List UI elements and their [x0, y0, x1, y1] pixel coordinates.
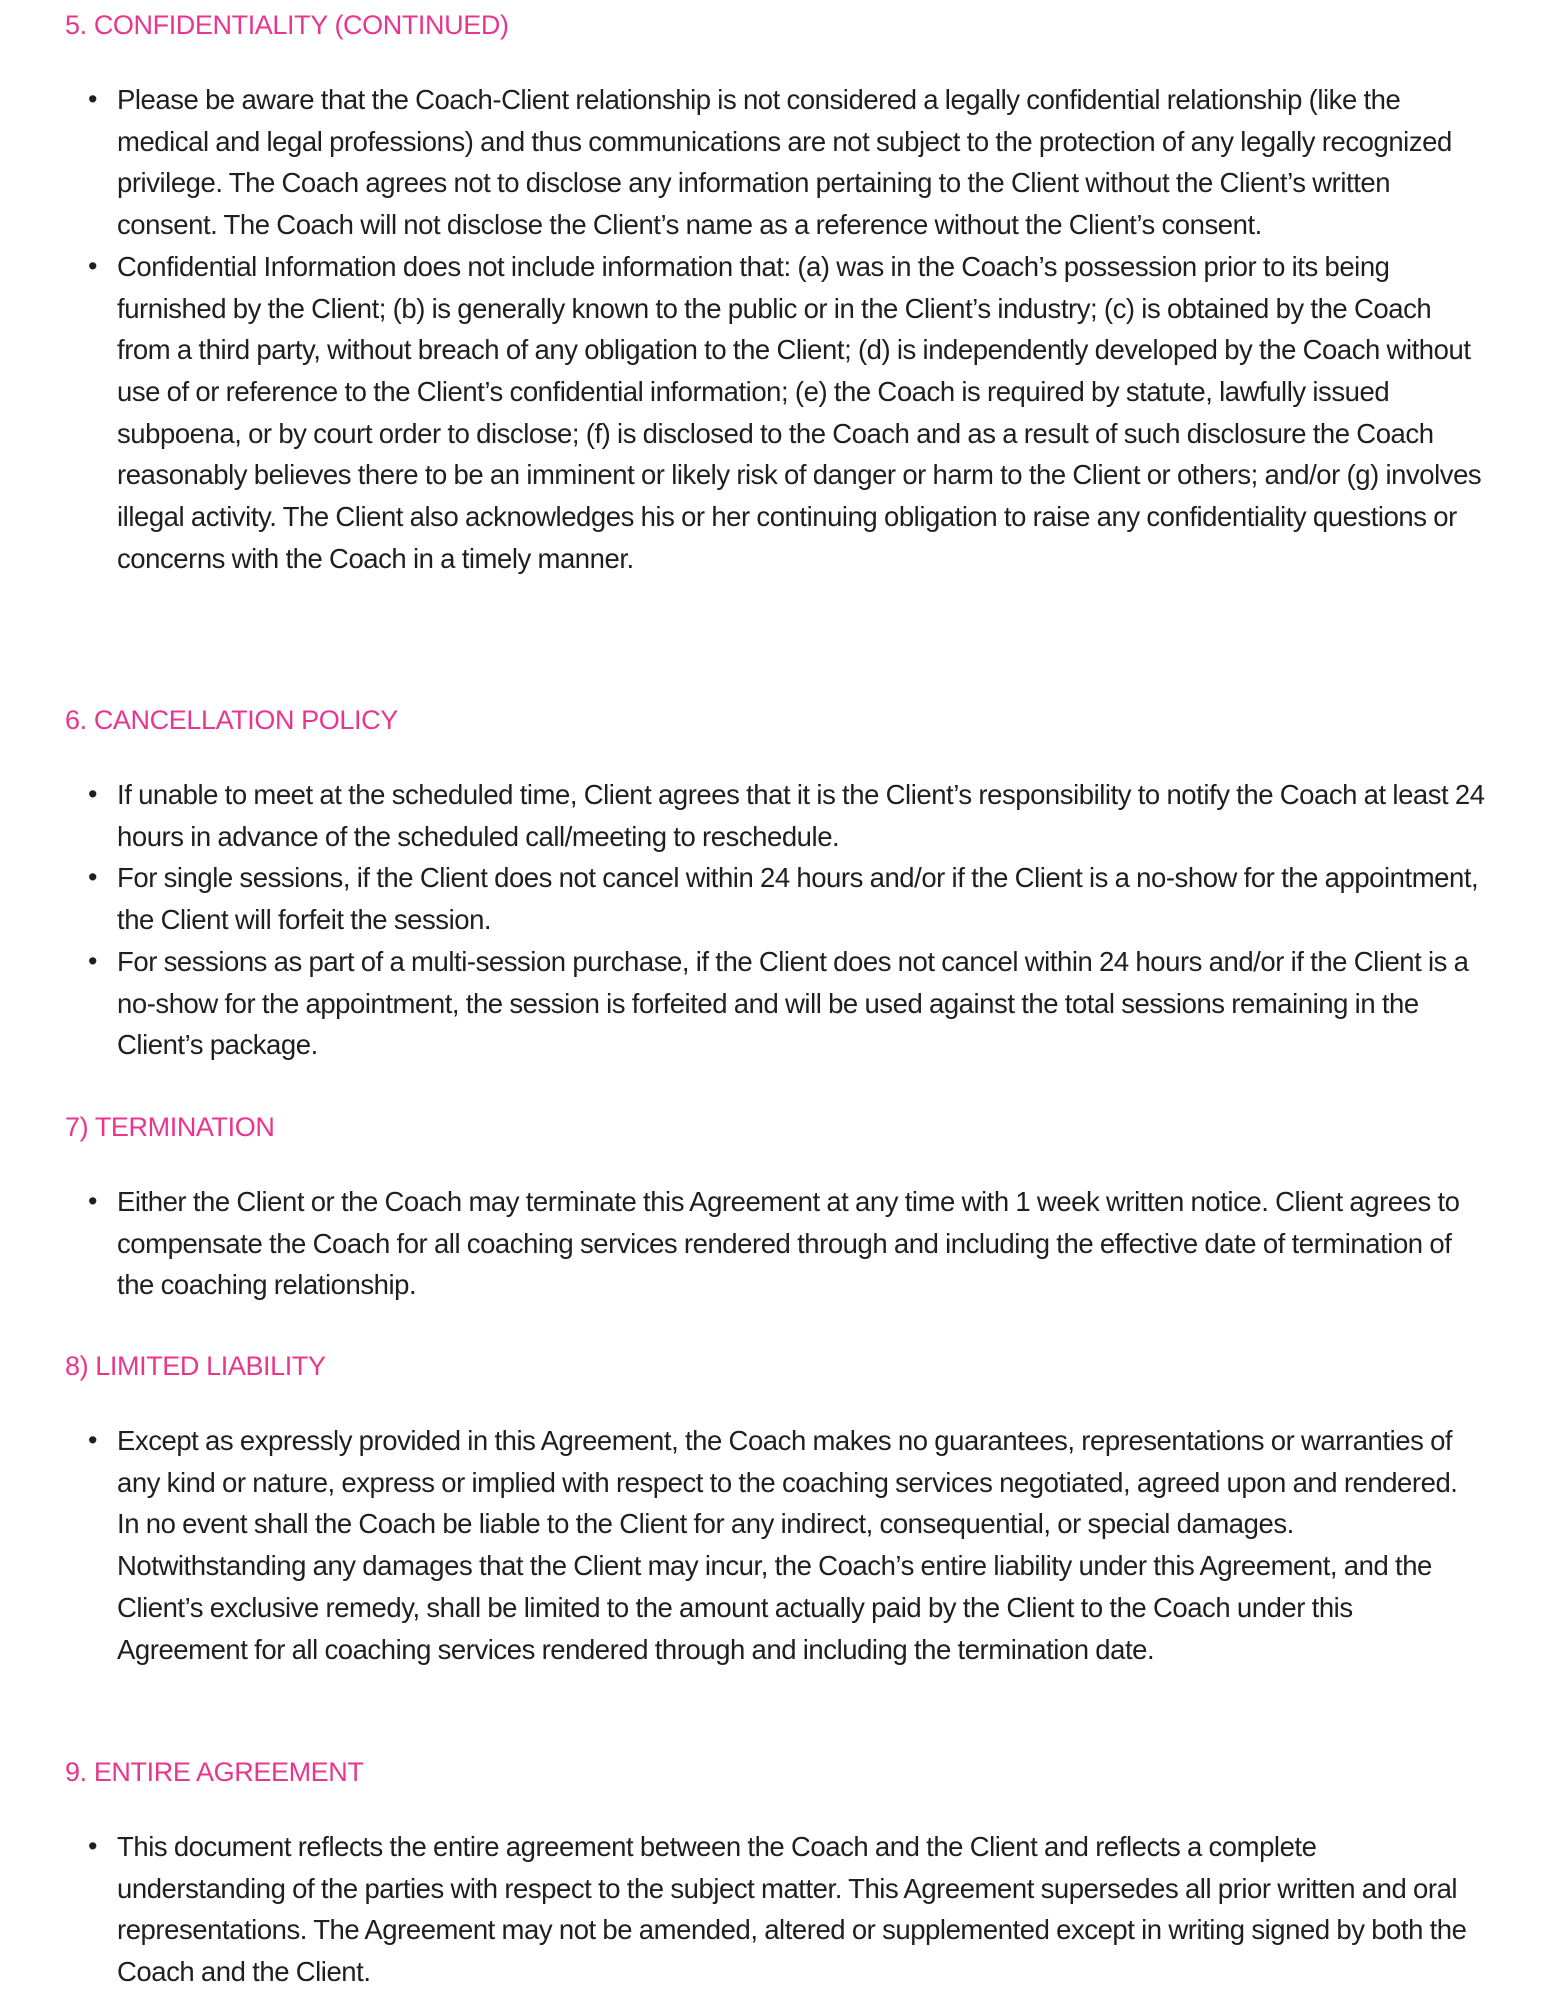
list-item-text: Except as expressly provided in this Agreement, the Coach makes no guarantees, representations or warranties of any kind or nature, express or implied with respect to the coaching services negotiated, agreed upon and rendered. In no event shall the Coach be liable to the Client for any indirect, consequential, or special damages. Notwithstanding any damages that the Client may incur, the Coach’s entire liability under this Agreement, and the Client’s exclusive remedy, shall be limited to the amount actually paid by the Client to the Coach under this Agreement for all coaching services rendered through and including the termination date. — [117, 1425, 1458, 1665]
bullet-list — [0, 774, 1545, 1066]
section-heading: 5. CONFIDENTIALITY (CONTINUED) — [65, 10, 509, 40]
list-item — [0, 79, 1545, 246]
list-item — [0, 1181, 1545, 1306]
bullet-icon: • — [88, 1425, 98, 1455]
bullet-icon: • — [88, 862, 98, 893]
list-item — [0, 774, 1545, 857]
bullet-list — [0, 1181, 1545, 1306]
list-item-text: Either the Client or the Coach may terminate this Agreement at any time with 1 week written notice. Client agrees to compensate the Coach for all coaching services rendered through and including the effective date of termination of the coaching relationship. — [117, 1186, 1460, 1301]
list-item — [0, 857, 1545, 940]
section-heading: 9. ENTIRE AGREEMENT — [65, 1757, 364, 1787]
section-heading: 6. CANCELLATION POLICY — [65, 705, 398, 735]
list-item-text: This document reflects the entire agreement between the Coach and the Client and reflects a complete understanding of the parties with respect to the subject matter. This Agreement supersedes all prior written and oral representations. The Agreement may not be amended, altered or supplemented except in writing signed by both the Coach and the Client. — [117, 1831, 1467, 1988]
bullet-list — [0, 79, 1545, 579]
bullet-list — [0, 1420, 1545, 1670]
bullet-icon: • — [88, 84, 98, 114]
bullet-icon: • — [88, 250, 98, 281]
bullet-list — [0, 1826, 1545, 1993]
list-item-text: Please be aware that the Coach-Client relationship is not considered a legally confidential relationship (like the medical and legal professions) and thus communications are not subject to the protection of any legally recognized privilege. The Coach agrees not to disclose any information pertaining to the Client without the Client’s written consent. The Coach will not disclose the Client’s name as a reference without the Client’s consent. — [117, 84, 1452, 241]
list-item-text: For sessions as part of a multi-session purchase, if the Client does not cancel within 24 hours and/or if the Client is a no-show for the appointment, the session is forfeited and will be used against the total sessions remaining in the Client’s package. — [117, 945, 1469, 1061]
list-item — [0, 1826, 1545, 1993]
list-item-text: Confidential Information does not include information that: (a) was in the Coach’s possession prior to its being furnished by the Client; (b) is generally known to the public or in the Client’s industry; (c) is obtained by the Coach from a third party, without breach of any obligation to the Client; (d) is independently developed by the Coach without use of or reference to the Client’s confidential information; (e) the Coach is required by statute, lawfully issued subpoena, or by court order to disclose; (f) is disclosed to the Coach and as a result of such disclosure the Coach reasonably believes there to be an imminent or likely risk of danger or harm to the Client or others; and/or (g) involves illegal activity. The Client also acknowledges his or her continuing obligation to raise any confidentiality questions or concerns with the Coach in a timely manner. — [117, 250, 1482, 574]
section-heading: 7) TERMINATION — [65, 1112, 275, 1142]
bullet-icon: • — [88, 779, 98, 809]
bullet-icon: • — [88, 1831, 98, 1861]
bullet-icon: • — [88, 1186, 98, 1216]
section-heading: 8) LIMITED LIABILITY — [65, 1351, 326, 1381]
list-item-text: For single sessions, if the Client does not cancel within 24 hours and/or if the Client is a no-show for the appointment, the Client will forfeit the session. — [117, 862, 1479, 936]
list-item — [0, 941, 1545, 1066]
list-item — [0, 246, 1545, 580]
list-item — [0, 1420, 1545, 1670]
list-item-text: If unable to meet at the scheduled time, Client agrees that it is the Client’s responsibility to notify the Coach at least 24 hours in advance of the scheduled call/meeting to reschedule. — [117, 779, 1485, 852]
bullet-icon: • — [88, 945, 98, 976]
